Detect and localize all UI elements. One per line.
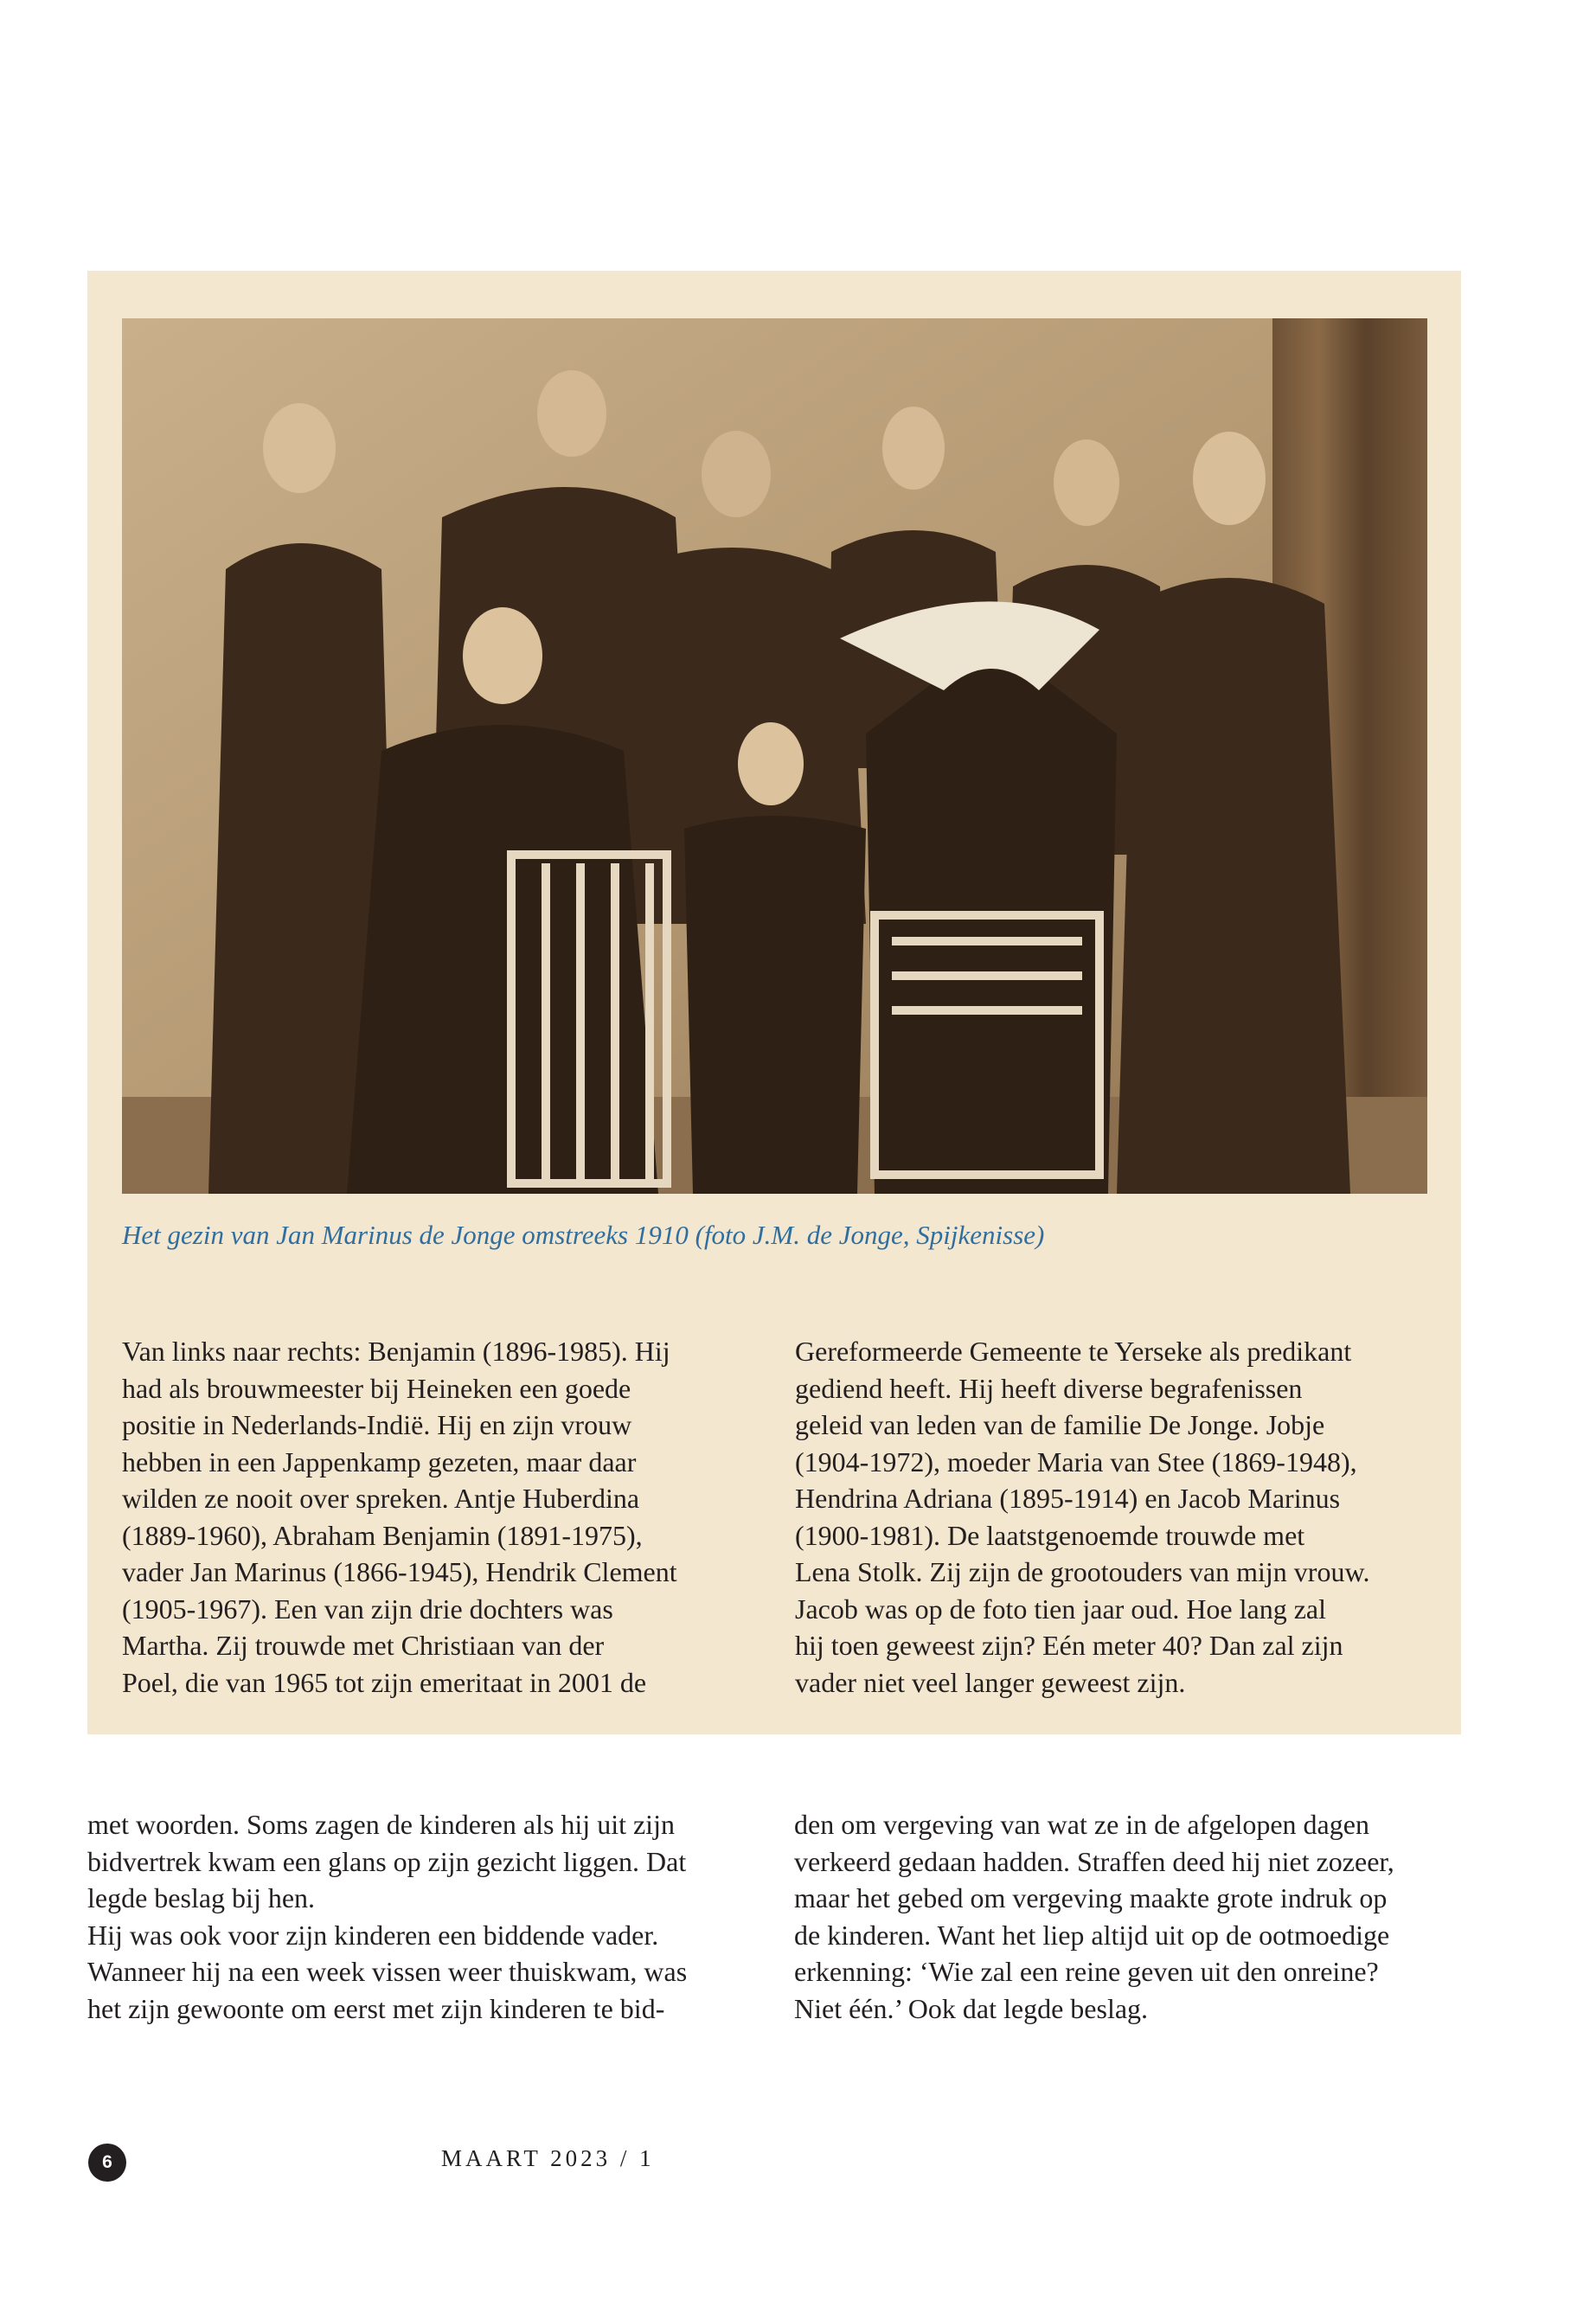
photo-caption: Het gezin van Jan Marinus de Jonge omstreeks 1910 (foto J.M. de Jonge, Spijkenisse) (122, 1220, 1045, 1250)
article-text-left: met woorden. Soms zagen de kinderen als hij uit zijn bidvertrek kwam een glans op zijn gezicht liggen. Dat legde beslag bij hen. Hij was ook voor zijn kinderen een biddende vader. Wanneer hij na een week vissen weer thuiskwam, was het zijn gewoonte om eerst met zijn kinderen te bid- (87, 1809, 688, 2024)
photo-box-text-right: Gereformeerde Gemeente te Yerseke als predikant gediend heeft. Hij heeft diverse begrafenissen geleid van leden van de familie De Jonge. Jobje (1904-1972), moeder Maria van Stee (1869-1948), Hendrina Adriana (1895-1914) en Jacob Marinus (1900-1981). De laatstgenoemde trouwde met Lena Stolk. Zij zijn de grootouders van mijn vrouw. Jacob was op de foto tien jaar oud. Hoe lang zal hij toen geweest zijn? Eén meter 40? Dan zal zijn vader niet veel langer geweest zijn. (795, 1336, 1370, 1698)
page-number-badge: 6 (88, 2144, 126, 2182)
article-text-right: den om vergeving van wat ze in de afgelopen dagen verkeerd gedaan hadden. Straffen deed hij niet zozeer, maar het gebed om vergeving maakte grote indruk op de kinderen. Want het liep altijd uit op de ootmoedige erkenning: ‘Wie zal een reine geven uit den onreine? Niet één.’ Ook dat legde beslag. (794, 1809, 1394, 2024)
photo-panel (87, 271, 1461, 1734)
family-photo (122, 318, 1427, 1194)
family-photo-image (122, 318, 1427, 1194)
photo-box-text-left: Van links naar rechts: Benjamin (1896-1985). Hij had als brouwmeester bij Heineken een goede positie in Nederlands-Indië. Hij en zijn vrouw hebben in een Jappenkamp gezeten, maar daar wilden ze nooit over spreken. Antje Huberdina (1889-1960), Abraham Benjamin (1891-1975), vader Jan Marinus (1866-1945), Hendrik Clement (1905-1967). Een van zijn drie dochters was Martha. Zij trouwde met Christiaan van der Poel, die van 1965 tot zijn emeritaat in 2001 de (122, 1336, 677, 1698)
issue-label: MAART 2023 / 1 (441, 2145, 655, 2171)
